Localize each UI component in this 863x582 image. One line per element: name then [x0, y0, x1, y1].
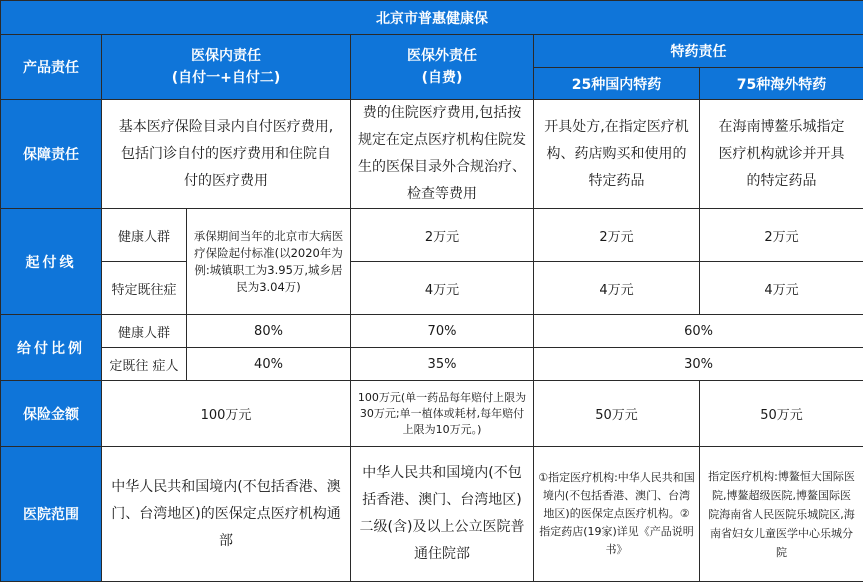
- out-scope-header: [351, 35, 534, 100]
- deductible-healthy-out: 2万元: [351, 209, 534, 262]
- out-scope-title: 医保外责任: [407, 48, 477, 64]
- deductible-pre-overseas: 4万元: [700, 262, 863, 315]
- deductible-label: 起付线: [1, 209, 102, 315]
- coverage-out-scope: 费的住院医疗费用,包括按规定在定点医疗机构住院发生的医保目录外合规治疗、检查等费用: [351, 100, 534, 209]
- amount-label: 保险金额: [1, 381, 102, 447]
- domestic-drug-header: 25种国内特药: [534, 68, 700, 100]
- deductible-preexisting-label: 特定既往症: [102, 262, 187, 315]
- coverage-in-scope: 基本医疗保险目录内自付医疗费用,包括门诊自付的医疗费用和住院自付的医疗费用: [102, 100, 351, 209]
- ratio-preexisting-label: 定既往 症人: [102, 348, 187, 381]
- table-title: 北京市普惠健康保: [1, 1, 863, 35]
- coverage-overseas: 在海南博鳌乐城指定医疗机构就诊并开具的特定药品: [700, 100, 863, 209]
- in-scope-header: [102, 35, 351, 100]
- out-scope-subtitle: (自费): [421, 70, 463, 86]
- amount-overseas: 50万元: [700, 381, 863, 447]
- deductible-in-scope-note: 承保期间当年的北京市大病医疗保险起付标准(以2020年为例:城镇职工为3.95万,城乡居民为3.04万): [187, 209, 351, 315]
- hospital-domestic: ①指定医疗机构:中华人民共和国境内(不包括香港、澳门、台湾地区)的医保定点医疗机构。②指定药店(19家)详见《产品说明书》: [534, 447, 700, 582]
- special-drug-header: 特药责任: [534, 35, 863, 68]
- hospital-out-scope: 中华人民共和国境内(不包括香港、澳门、台湾地区)二级(含)及以上公立医院普通住院部: [351, 447, 534, 582]
- ratio-healthy-out: 70%: [351, 315, 534, 348]
- in-scope-subtitle: (自付一+自付二): [171, 70, 281, 86]
- ratio-healthy-in: 80%: [187, 315, 351, 348]
- ratio-label: 给付比例: [1, 315, 102, 381]
- hospital-overseas: 指定医疗机构:博鳌恒大国际医院,博鳌超级医院,博鳌国际医院海南省人民医院乐城院区,海南省妇女儿童医学中心乐城分院: [700, 447, 863, 582]
- deductible-healthy-domestic: 2万元: [534, 209, 700, 262]
- ratio-pre-in: 40%: [187, 348, 351, 381]
- amount-domestic: 50万元: [534, 381, 700, 447]
- overseas-drug-header: 75种海外特药: [700, 68, 863, 100]
- deductible-healthy-overseas: 2万元: [700, 209, 863, 262]
- amount-in-scope: 100万元: [102, 381, 351, 447]
- hospital-label: 医院范围: [1, 447, 102, 582]
- amount-out-scope: 100万元(单一药品每年赔付上限为30万元;单一植体或耗材,每年赔付上限为10万元。): [351, 381, 534, 447]
- ratio-pre-special: 30%: [534, 348, 863, 381]
- deductible-healthy-label: 健康人群: [102, 209, 187, 262]
- deductible-pre-out: 4万元: [351, 262, 534, 315]
- ratio-healthy-label: 健康人群: [102, 315, 187, 348]
- in-scope-title: 医保内责任: [191, 48, 261, 64]
- deductible-pre-domestic: 4万元: [534, 262, 700, 315]
- ratio-pre-out: 35%: [351, 348, 534, 381]
- coverage-domestic: 开具处方,在指定医疗机构、药店购买和使用的特定药品: [534, 100, 700, 209]
- ratio-healthy-special: 60%: [534, 315, 863, 348]
- coverage-label: 保障责任: [1, 100, 102, 209]
- hospital-in-scope: 中华人民共和国境内(不包括香港、澳门、台湾地区)的医保定点医疗机构通部: [102, 447, 351, 582]
- product-label: 产品责任: [1, 35, 102, 100]
